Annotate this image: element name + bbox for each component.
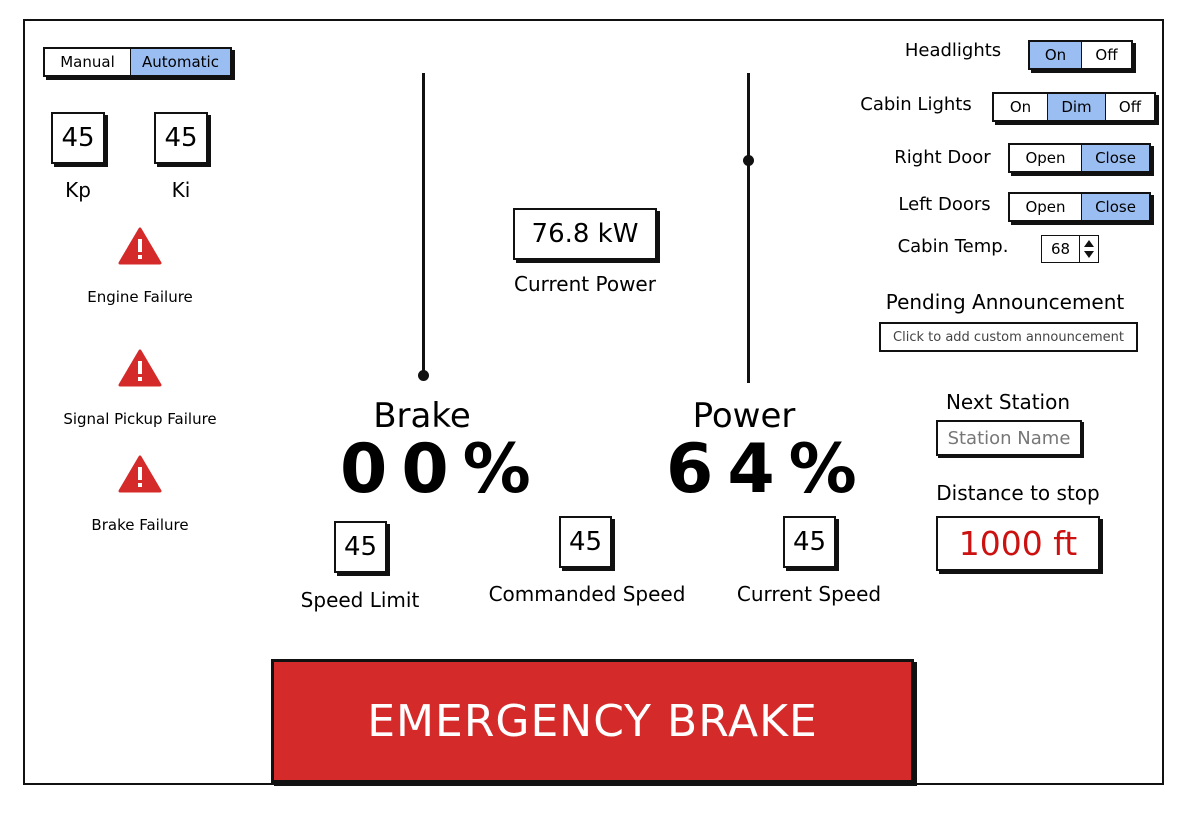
headlights-on-option[interactable]: On <box>1030 42 1082 68</box>
right-door-label: Right Door <box>894 147 991 168</box>
cabin-lights-toggle[interactable] <box>992 92 1156 122</box>
cabin-lights-off-option[interactable]: Off <box>1118 98 1142 116</box>
current-speed-display: 45 <box>783 516 836 568</box>
cabin-temp-stepper[interactable] <box>1041 235 1099 263</box>
announcement-input[interactable]: Click to add custom announcement <box>879 322 1138 352</box>
pending-announcement-label: Pending Announcement <box>885 290 1125 314</box>
mode-toggle[interactable] <box>43 47 232 77</box>
ki-input[interactable]: 45 <box>154 112 208 164</box>
current-power-label: Current Power <box>514 272 656 296</box>
right-door-toggle[interactable] <box>1008 143 1151 173</box>
next-station-label: Next Station <box>945 390 1071 414</box>
engine-failure-warning-icon <box>118 227 162 265</box>
left-doors-toggle[interactable] <box>1008 192 1151 222</box>
cabin-lights-on-option[interactable]: On <box>994 94 1048 120</box>
power-slider-handle[interactable] <box>743 155 754 166</box>
power-slider-track[interactable] <box>747 73 750 383</box>
right-door-close-option[interactable]: Close <box>1082 145 1149 171</box>
emergency-brake-button[interactable]: EMERGENCY BRAKE <box>271 659 914 783</box>
power-title: Power <box>692 396 796 436</box>
left-doors-close-option[interactable]: Close <box>1082 194 1149 220</box>
brake-failure-warning-icon <box>118 455 162 493</box>
distance-to-stop-label: Distance to stop <box>936 481 1100 505</box>
mode-manual-option[interactable]: Manual <box>45 49 131 75</box>
speed-limit-label: Speed Limit <box>300 588 420 612</box>
cabin-temp-arrows[interactable] <box>1080 236 1098 262</box>
cabin-temp-value[interactable]: 68 <box>1042 236 1080 262</box>
speed-limit-display: 45 <box>334 521 387 573</box>
brake-slider-handle[interactable] <box>418 370 429 381</box>
commanded-speed-label: Commanded Speed <box>488 582 686 606</box>
ki-label: Ki <box>171 178 191 202</box>
kp-input[interactable]: 45 <box>51 112 105 164</box>
left-doors-label: Left Doors <box>898 194 991 215</box>
signal-pickup-failure-label: Signal Pickup Failure <box>63 410 217 428</box>
power-percent: 64% <box>666 430 871 509</box>
current-power-display: 76.8 kW <box>513 208 657 260</box>
left-doors-open-option[interactable]: Open <box>1010 194 1082 220</box>
kp-label: Kp <box>65 178 91 202</box>
headlights-toggle[interactable] <box>1028 40 1133 70</box>
cabin-lights-label: Cabin Lights <box>860 94 972 115</box>
engine-failure-label: Engine Failure <box>87 288 193 306</box>
chevron-down-icon[interactable] <box>1083 250 1095 259</box>
distance-to-stop-display: 1000 ft <box>936 516 1100 571</box>
brake-percent: 00% <box>340 430 545 509</box>
commanded-speed-display: 45 <box>559 516 612 568</box>
right-door-open-option[interactable]: Open <box>1010 145 1082 171</box>
cabin-lights-dim-option[interactable]: Dim <box>1048 94 1106 120</box>
chevron-up-icon[interactable] <box>1083 239 1095 248</box>
brake-title: Brake <box>373 396 471 436</box>
headlights-label: Headlights <box>904 40 1002 61</box>
current-speed-label: Current Speed <box>736 582 882 606</box>
brake-failure-label: Brake Failure <box>91 516 189 534</box>
station-name-input[interactable]: Station Name <box>936 420 1082 456</box>
headlights-off-option[interactable]: Off <box>1095 46 1118 64</box>
brake-slider-track[interactable] <box>422 73 425 375</box>
cabin-temp-label: Cabin Temp. <box>897 236 1009 257</box>
mode-automatic-option[interactable]: Automatic <box>131 49 230 75</box>
signal-pickup-failure-warning-icon <box>118 349 162 387</box>
